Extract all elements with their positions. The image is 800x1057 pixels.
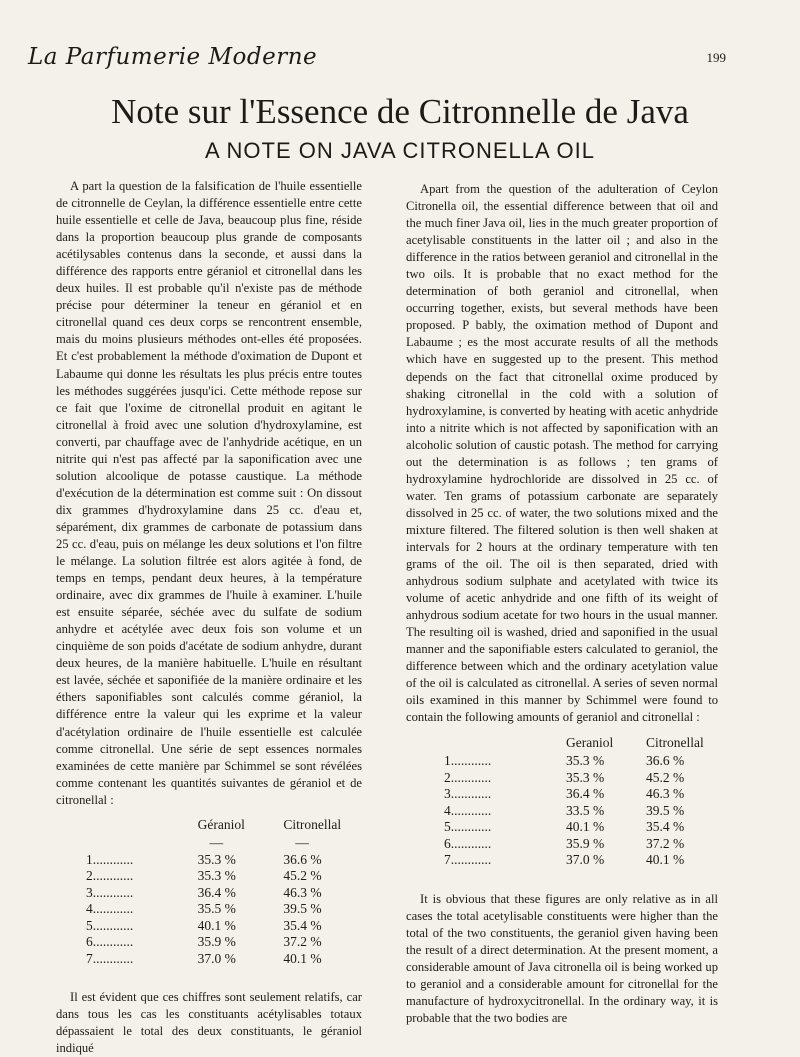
table-row (444, 836, 716, 853)
citronellal-value: 45.2 % (646, 769, 685, 785)
geraniol-value: 37.0 % (197, 950, 236, 966)
table-row (86, 868, 362, 885)
table-header-geraniol: Géraniol (197, 816, 245, 832)
geraniol-value: 40.1 % (197, 917, 236, 933)
english-paragraph: It is obvious that these figures are only relative as in all cases the total acetylisable constituents were higher than the total of the two constituents, the geraniol given having been the result of a direct determination. At the present moment, a considerable amount of Java citronella oil is being worked up to geraniol and a considerable amount for citronellal for the manufacture of hydroxycitronellal. In the ordinary way, it is probable that the two bodies are (406, 891, 718, 1025)
citronellal-value: 40.1 % (646, 852, 685, 867)
table-dash: — (295, 835, 309, 851)
citronellal-value: 37.2 % (646, 835, 685, 851)
geraniol-value: 35.9 % (566, 835, 605, 851)
geraniol-value: 36.4 % (197, 884, 236, 900)
citronellal-value: 36.6 % (283, 851, 322, 867)
geraniol-value: 35.5 % (197, 901, 236, 917)
row-label: 3............ (444, 786, 492, 801)
table-row (86, 918, 362, 935)
citronellal-value: 35.4 % (283, 917, 322, 933)
article-subtitle: A NOTE ON JAVA CITRONELLA OIL (204, 138, 596, 163)
table-row (86, 951, 362, 968)
table-row (444, 786, 716, 803)
geraniol-value: 35.3 % (197, 851, 236, 867)
french-paragraph: A part la question de la falsification de l'huile essentielle de citronnelle de Ceylan, la différence essentielle entre cette huile essentielle et celle de Java, beaucoup plus fine, réside dans la proportion beaucoup plus grande de composants acétilysables contenus dans la seconde, et aussi dans la différence des rapports entre géraniol et citronellal dans les deux huiles. Il est probable qu'il n'existe pas de méthode précise pour déterminer la teneur en géraniol et en citronellal quand ces deux corps se rencontrent ensemble, mais du moins plusieurs méthodes ont-elles été proposées. Et c'est probablement la méthode d'oximation de Dupont et Labaume qui donne les résultats les plus précis entre toutes les méthodes suggérées jusqu'ici. Cette méthode repose sur ce fait que l'oxime de citronellal produit en agitant le citronellal à froid avec une solution d'hydroxylamine, est converti, par chauffage avec de l'anhydride acétique, en un nitrite qui n'est pas affecté par la saponification avec une solution alcoolique de potasse caustique. La méthode d'exécution de la détermination est comme suit : On dissout dix grammes d'hydroxylamine dans 25 cc. d'eau et, séparément, dix grammes de carbonate de potassium dans 25 cc. d'eau, puis on mélange les deux solutions et l'on filtre le mélange. La solution filtrée est alors agitée à fond, de temps en temps, pendant deux heures, à la température ordinaire, avec dix grammes de l'huile à examiner. L'huile est ensuite séparée, séchée avec du sulfate de sodium anhydre et acétylée avec deux fois son volume et un cinquième de son poids d'acétate de sodium anhydre, durant deux heures, de la manière habituelle. L'huile en résultant est lavée, séchée et saponifiée de la manière ordinaire et les éthers saponifiables sont calculés comme géraniol, la différence entre la valeur qui les exprime et la valeur d'acétylation ordinaire de l'huile essentielle est calculée comme citronellal. Une série de sept essences normales examinées de cette manière par Schimmel se sont révélées comme contenant les quantités suivantes de géraniol et de citronellal : (56, 179, 362, 807)
table-dash: — (209, 835, 224, 851)
table-row (444, 770, 716, 787)
table-header-geraniol: Geraniol (566, 734, 614, 750)
row-label: 3............ (86, 884, 134, 900)
english-paragraph: Apart from the question of the adulteration of Ceylon Citronella oil, the essential difference between that oil and the much finer Java oil, lies in the much greater proportion of acetylisable constituents in the latter oil ; and also in the difference in the ratios between geraniol and citronellal in the two oils. It is probable that no exact method for the determination of both geraniol and citronellal, when occurring together, exists, but several methods have been proposed. P bably, the oximation method of Dupont and Labaume ; es the most accurate results of all the methods which have en suggested up to the present. This method depends on the fact that citronellal oxime produced by shaking citronellal in the cold with a solution of hydroxylamine, is converted by heating with acetic anhydride into a nitrite which is not affected by saponification with an alcoholic solution of caustic potash. The method for carrying out the determination is as follows ; ten grams of hydroxylamine hydrochloride are dissolved in 25 cc. of water. Ten grams of potassium carbonate are separately dissolved in 25 cc. of water, the two solutions mixed and the mixture filtered. The filtered solution is then well shaken at intervals for 2 hours at the ordinary temperature with ten grams of the oil. The oil is then separated, dried with anhydrous sodium sulphate and acetylated with twice its volume of acetic anhydride and one fifth of its weight of anhydrous sodium acetate for two hours in the usual manner. The resulting oil is washed, dried and saponified in the usual manner and the saponifiable esters calculated to geraniol, the difference between which and the ordinary acetylation value of the oil is calculated as citronellal. A series of seven normal oils examined in this manner by Schimmel were found to contain the following amounts of geraniol and citronellal : (406, 182, 718, 725)
citronellal-value: 39.5 % (283, 901, 322, 917)
citronellal-value: 40.1 % (283, 950, 322, 966)
french-results-table (86, 817, 362, 968)
geraniol-value: 36.4 % (566, 786, 605, 801)
page-number: 199 (706, 50, 726, 65)
table-row (444, 803, 716, 820)
french-column (56, 178, 362, 1057)
row-label: 2............ (444, 769, 492, 785)
table-header-citronellal: Citronellal (283, 816, 342, 832)
row-label: 6............ (86, 934, 134, 950)
geraniol-value: 35.3 % (566, 753, 605, 768)
citronellal-value: 39.5 % (646, 802, 685, 818)
row-label: 7............ (86, 950, 134, 966)
citronellal-value: 35.4 % (646, 819, 685, 834)
table-row (86, 934, 362, 951)
table-row (444, 852, 716, 869)
table-row (444, 753, 716, 770)
english-column (406, 181, 718, 1027)
geraniol-value: 35.3 % (197, 868, 236, 884)
table-row (86, 885, 362, 902)
citronellal-value: 36.6 % (646, 753, 685, 768)
table-row (86, 901, 362, 918)
row-label: 6............ (444, 835, 492, 851)
row-label: 5............ (444, 819, 492, 834)
table-row (444, 819, 716, 836)
citronellal-value: 45.2 % (283, 868, 322, 884)
row-label: 4............ (86, 901, 134, 917)
french-paragraph: Il est évident que ces chiffres sont seulement relatifs, car dans tous les cas les constituants acétylisables totaux dépassaient le total des deux constituants, le géraniol indiqué (56, 990, 362, 1056)
table-row (86, 852, 362, 869)
row-label: 1............ (444, 753, 492, 768)
row-label: 7............ (444, 852, 492, 867)
row-label: 5............ (86, 917, 134, 933)
geraniol-value: 37.0 % (566, 852, 605, 867)
citronellal-value: 46.3 % (283, 884, 322, 900)
geraniol-value: 33.5 % (566, 802, 605, 818)
english-results-table (444, 735, 716, 869)
geraniol-value: 35.3 % (566, 769, 605, 785)
table-header-citronellal: Citronellal (646, 734, 704, 750)
masthead: La Parfumerie Moderne (28, 44, 318, 70)
geraniol-value: 35.9 % (197, 934, 236, 950)
row-label: 4............ (444, 802, 492, 818)
citronellal-value: 37.2 % (283, 934, 322, 950)
citronellal-value: 46.3 % (646, 786, 685, 801)
article-title: Note sur l'Essence de Citronnelle de Java (111, 92, 689, 131)
geraniol-value: 40.1 % (566, 819, 605, 834)
row-label: 2............ (86, 868, 134, 884)
row-label: 1............ (86, 851, 134, 867)
